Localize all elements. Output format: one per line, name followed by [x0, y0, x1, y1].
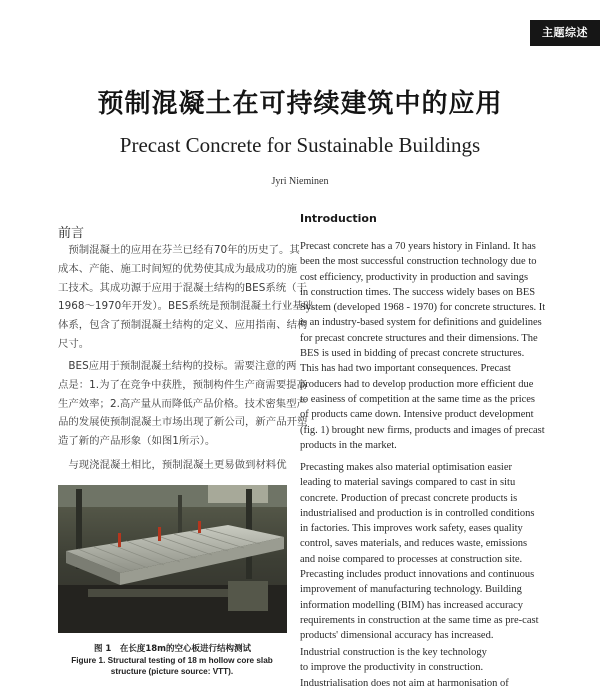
- figure-photo-slab-test: [58, 485, 287, 633]
- preface-heading: 前言: [58, 226, 85, 241]
- en-paragraph-3: Industrial construction is the key technology to improve the productivity in construction. Industrialisation does not aim at harmonisation of: [300, 647, 509, 689]
- slab-test-illustration: [58, 485, 287, 633]
- cn-paragraph-1: 预制混凝土的应用在芬兰已经有70年的历史了。其 成本、产能、施工时间短的优势使其成为最成功的施 工技术。其成功源于应用于混凝土结构的BES系统（于 1968～1970年开发）。BES系统是预制混凝土行业基础 体系，包含了预制混凝土结构的定义、应用指南、结构 尺寸。: [58, 244, 314, 350]
- section-tag: 主题综述: [530, 20, 600, 46]
- figure-caption-english: Figure 1. Structural testing of 18 m hollow core slab structure (picture source: VTT).: [71, 656, 273, 676]
- article-title-chinese: 预制混凝土在可持续建筑中的应用: [97, 89, 503, 119]
- cn-paragraph-3: 与现浇混凝土相比，预制混凝土更易做到材料优: [58, 459, 287, 471]
- cn-paragraph-2: BES应用于预制混凝土结构的投标。需要注意的两 点是：1.为了在竞争中获胜，预制构件生产商需要提高 生产效率；2.高产量从而降低产品价格。技术密集型产 品的发展使预制混凝土市场出现了新公司，新产品开塑 造了新的产品形象（如图1所示）。: [58, 360, 308, 448]
- en-paragraph-1: Precast concrete has a 70 years history in Finland. It has been the most successful construction technology due to cost efficiency, productivity in production and savings in construction times. The success widely bases on BES System (developed 1968 - 1970) for concrete structures. It is an industry-based system for definitions and guidelines for precast concrete structures and their dimensions. The BES is used in bidding of precast concrete structures. This has had two important consequences. Precast producers had to develop production more efficient due to easiness of competition at the same time as the prices of products came down. Intensive product development (fig. 1) brought new firms, products and images of precast products in the market.: [300, 241, 546, 451]
- article-title-english: Precast Concrete for Sustainable Buildings: [119, 133, 481, 157]
- author-name: Jyri Nieminen: [271, 176, 329, 187]
- en-paragraph-2: Precasting makes also material optimisation easier leading to material savings compared to cast in situ concrete. Production of precast concrete products is industrialised and production is in controlled conditions in factories. This improves work safety, eases quality control, saves materials, and reduces waste, emissions and noise compared to processes at construction site. Precasting includes product innovations and continuous improvement of manufacturing technology. Building information modelling (BIM) has increased accuracy requirements in construction at the same time as pre-cast products' dimensional accuracy has increased.: [300, 462, 539, 642]
- introduction-heading: Introduction: [300, 212, 377, 225]
- figure-caption-chinese: 图 1 在长度18m的空心板进行结构测试: [93, 644, 252, 654]
